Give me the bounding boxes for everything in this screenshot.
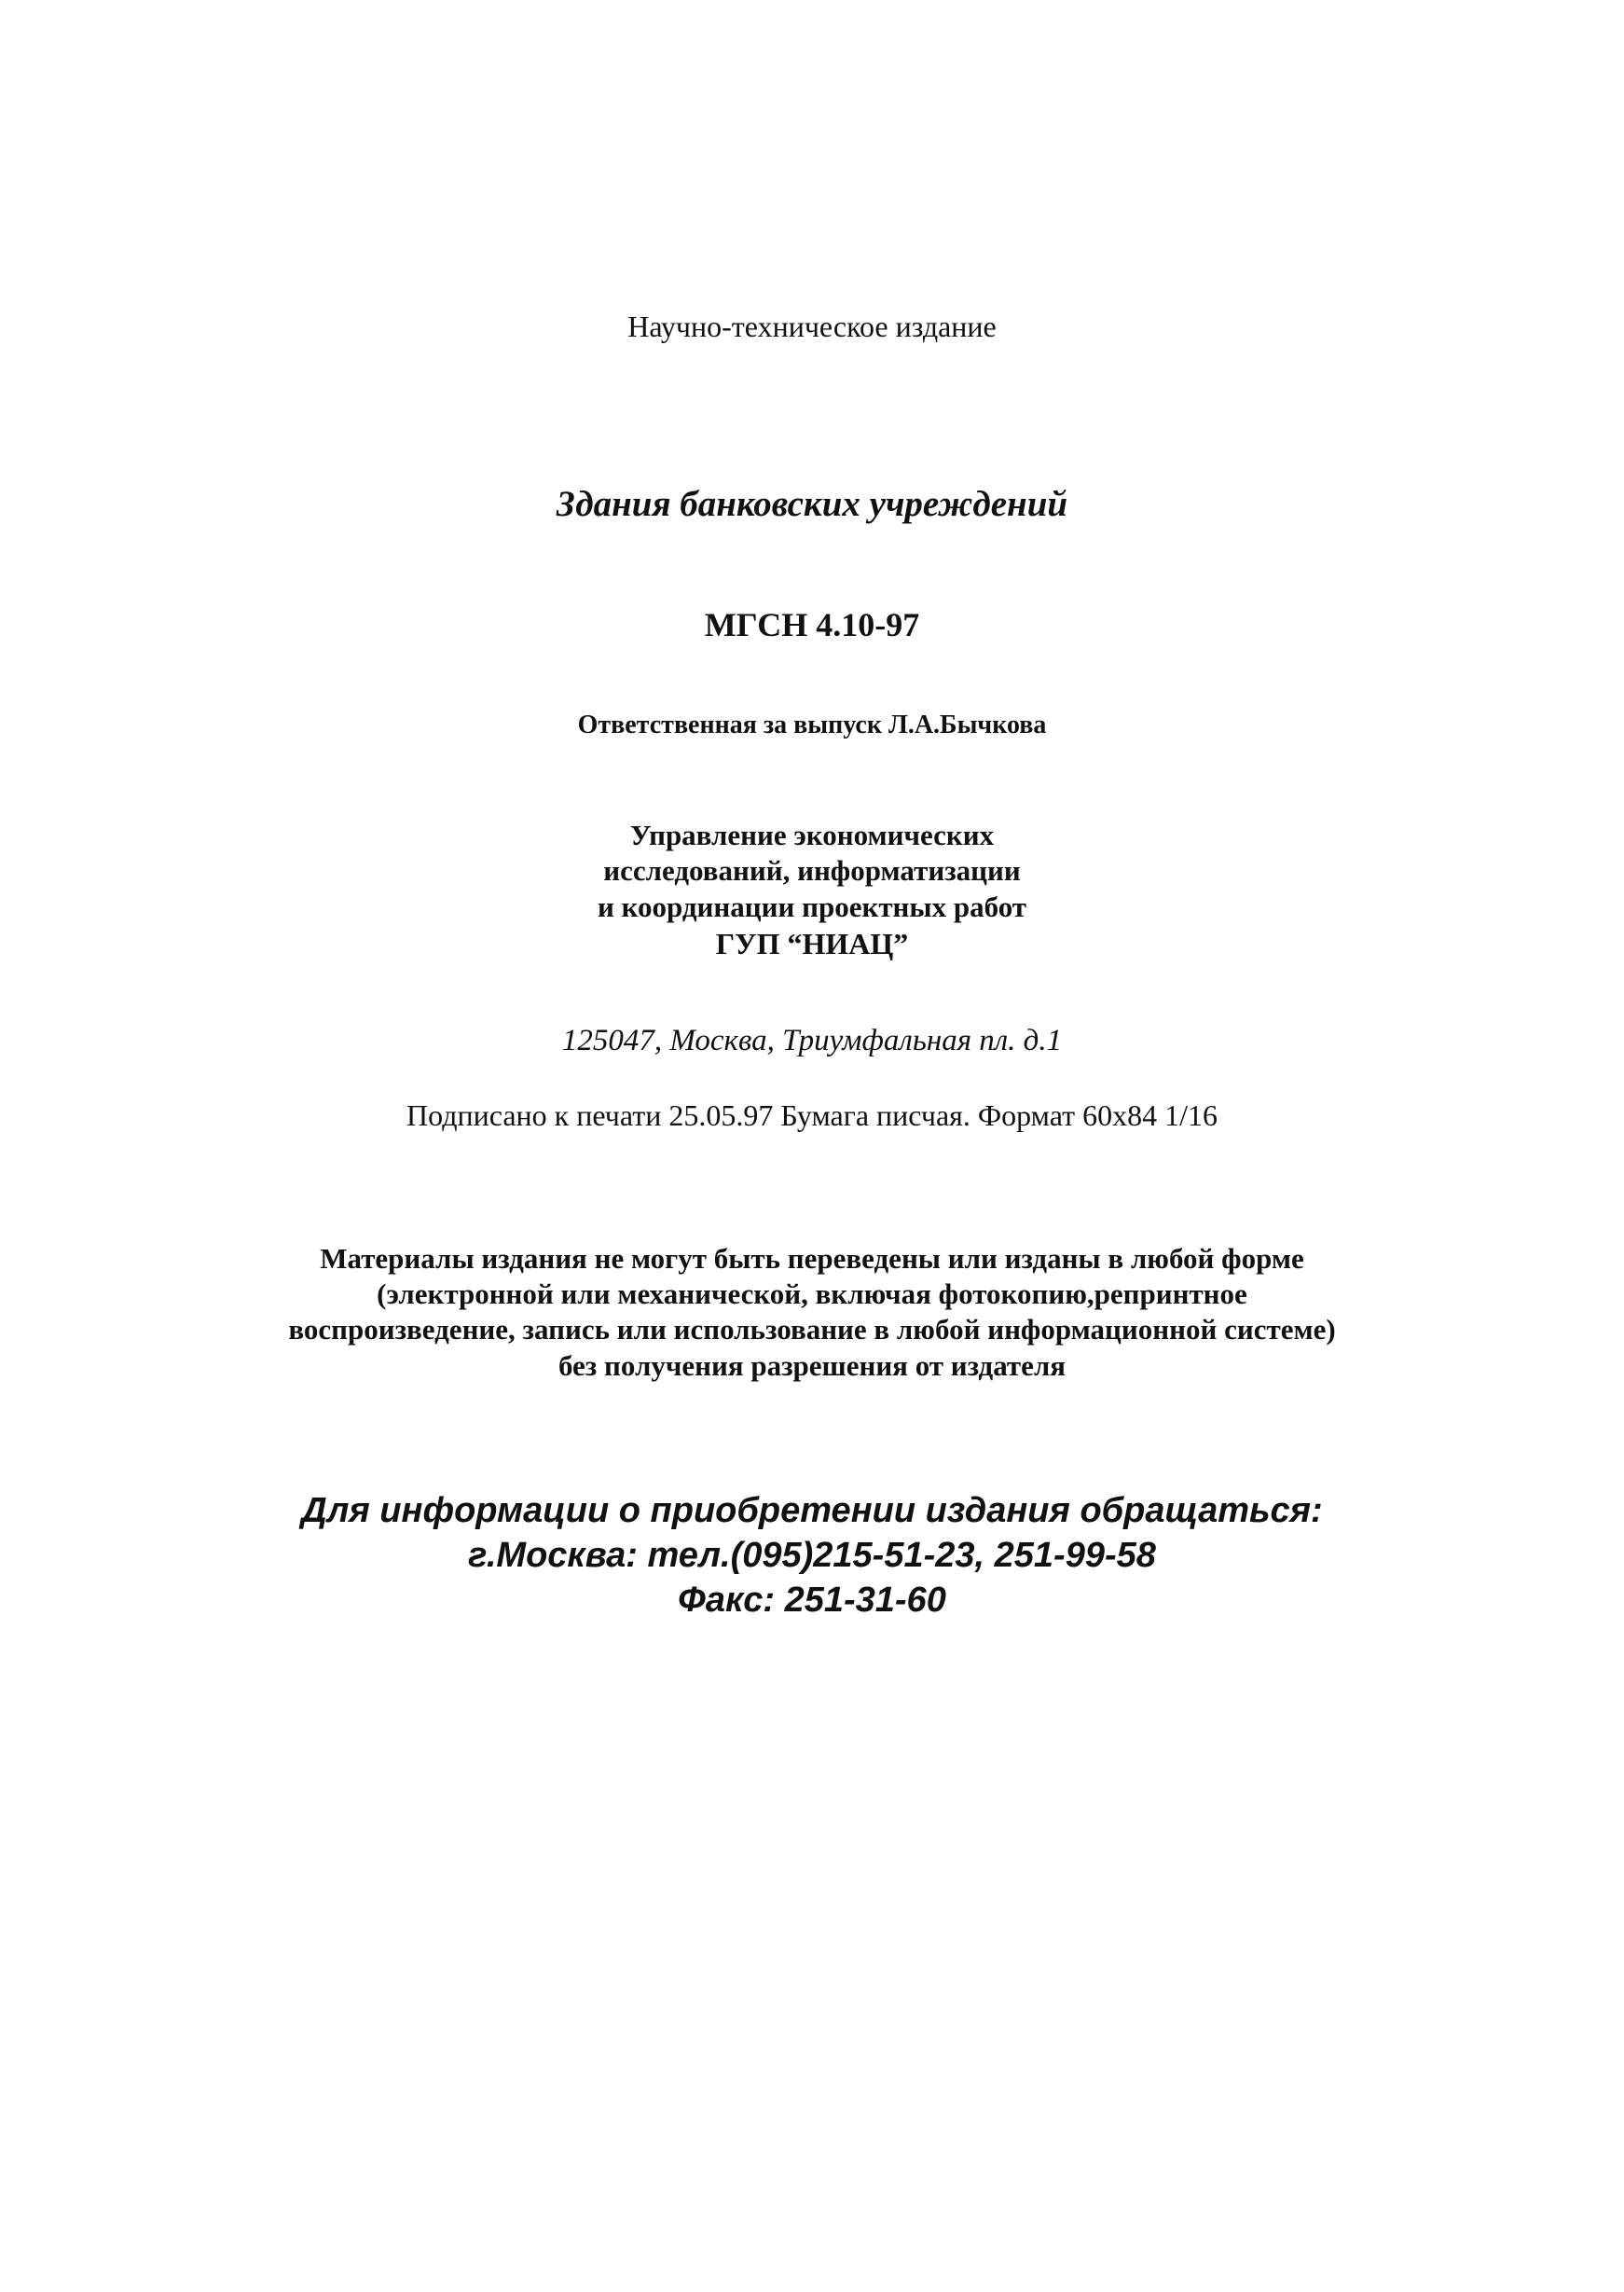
- document-title: Здания банковских учреждений: [556, 484, 1068, 524]
- department-line: ГУП “НИАЦ”: [715, 927, 909, 960]
- rights-notice-line: (электронной или механической, включая фотокопию,репринтное: [377, 1277, 1247, 1310]
- department-line: исследований, информатизации: [603, 854, 1021, 887]
- rights-notice-line: Материалы издания не могут быть переведены или изданы в любой форме: [320, 1242, 1304, 1275]
- contact-line: Факс: 251-31-60: [678, 1581, 946, 1620]
- rights-notice-line: воспроизведение, запись или использование в любой информационной системе): [288, 1313, 1336, 1346]
- department-line: Управление экономических: [629, 819, 995, 851]
- print-info: Подписано к печати 25.05.97 Бумага писчая. Формат 60x84 1/16: [406, 1098, 1218, 1132]
- contact-line: г.Москва: тел.(095)215-51-23, 251-99-58: [468, 1536, 1156, 1575]
- responsible-person: Ответственная за выпуск Л.А.Бычкова: [577, 711, 1047, 739]
- publisher-address: 125047, Москва, Триумфальная пл. д.1: [561, 1024, 1063, 1057]
- contact-line: Для информации о приобретении издания обращаться:: [301, 1491, 1323, 1530]
- document-code: МГСН 4.10-97: [704, 606, 920, 643]
- department-line: и координации проектных работ: [597, 891, 1027, 923]
- rights-notice-line: без получения разрешения от издателя: [557, 1349, 1067, 1382]
- publication-type: Научно-техническое издание: [627, 310, 997, 343]
